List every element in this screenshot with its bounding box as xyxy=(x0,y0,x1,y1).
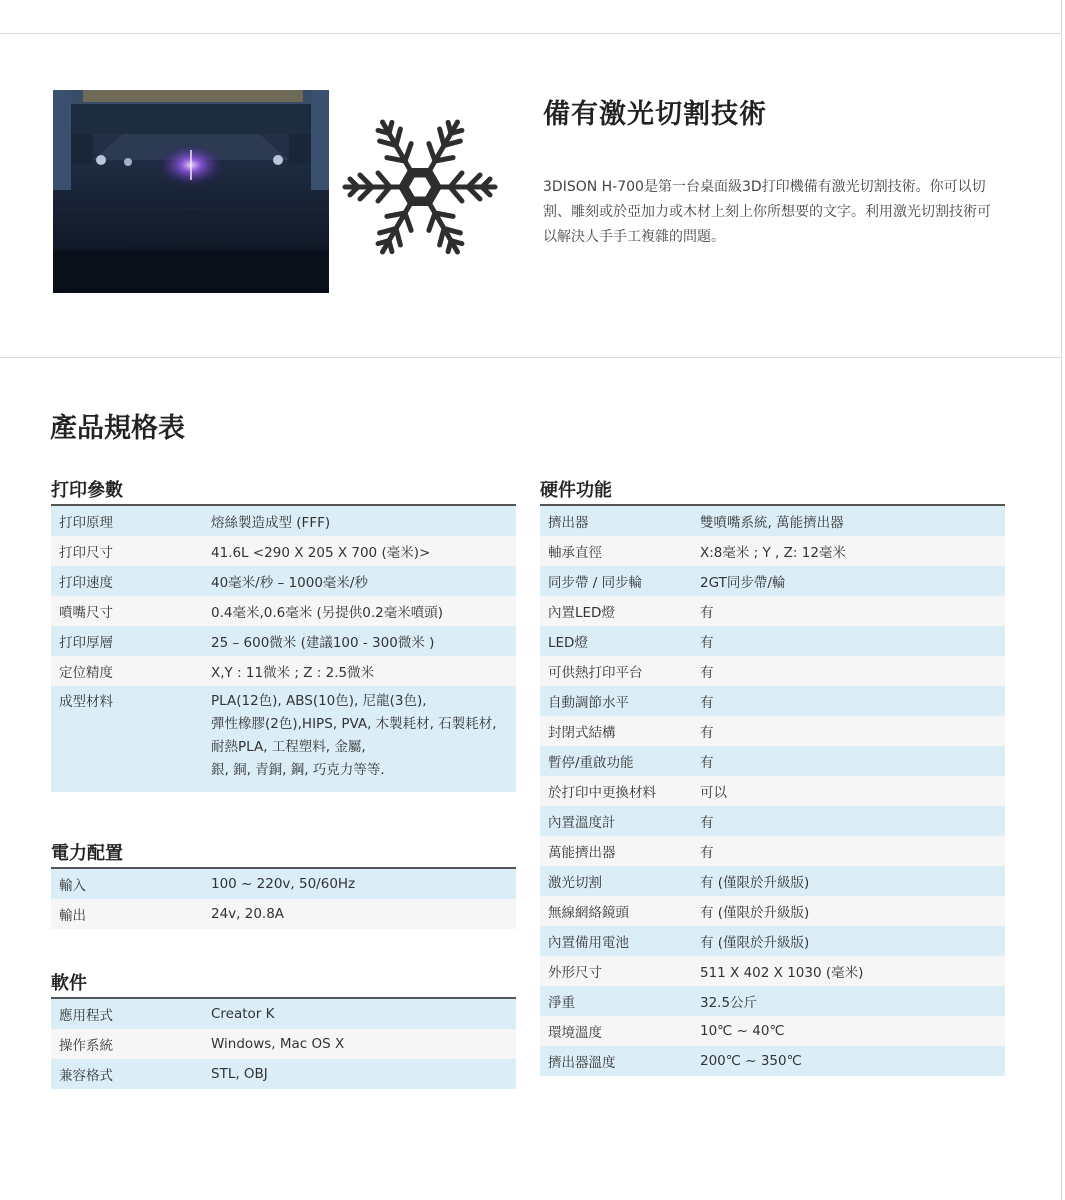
spec-key: 輸出 xyxy=(51,899,203,929)
spec-key: LED燈 xyxy=(540,626,692,656)
table-row xyxy=(540,505,1005,536)
table-row xyxy=(540,536,1005,566)
spec-value: X,Y : 11微米 ; Z : 2.5微米 xyxy=(203,656,516,686)
table-row xyxy=(540,896,1005,926)
spec-value: 10℃ ~ 40℃ xyxy=(692,1016,1005,1046)
spec-sheet-title: 產品規格表 xyxy=(50,413,185,444)
spec-value: STL, OBJ xyxy=(203,1059,516,1089)
spec-value: Windows, Mac OS X xyxy=(203,1029,516,1059)
table-row xyxy=(51,899,516,929)
spec-key: 外形尺寸 xyxy=(540,956,692,986)
spec-key: 內置溫度計 xyxy=(540,806,692,836)
table-row xyxy=(540,776,1005,806)
spec-value: 有 xyxy=(692,716,1005,746)
spec-key: 輸入 xyxy=(51,868,203,899)
table-row xyxy=(51,868,516,899)
spec-key: 內置備用電池 xyxy=(540,926,692,956)
spec-key: 環境溫度 xyxy=(540,1016,692,1046)
spec-key: 打印原理 xyxy=(51,505,203,536)
table-row xyxy=(540,986,1005,1016)
spec-value: 有 xyxy=(692,836,1005,866)
spec-value: 32.5公斤 xyxy=(692,986,1005,1016)
page-right-border xyxy=(1061,0,1062,1200)
spec-key: 成型材料 xyxy=(51,686,203,792)
spec-key: 淨重 xyxy=(540,986,692,1016)
table-row xyxy=(540,596,1005,626)
table-row xyxy=(540,926,1005,956)
table-row xyxy=(540,566,1005,596)
spec-value: 有 xyxy=(692,626,1005,656)
spec-value: 有 (僅限於升級版) xyxy=(692,926,1005,956)
spec-value: 熔絲製造成型 (FFF) xyxy=(203,505,516,536)
laser-section-description: 3DISON H-700是第一台桌面級3D打印機備有激光切割技術。你可以切割、雕刻或於亞加力或木材上刻上你所想要的文字。利用激光切割技術可以解決人手手工複雜的問題。 xyxy=(543,179,991,245)
table-row xyxy=(51,626,516,656)
spec-key: 激光切割 xyxy=(540,866,692,896)
materials-line: 銀, 銅, 青銅, 鋼, 巧克力等等. xyxy=(211,762,385,778)
spec-key: 軸承直徑 xyxy=(540,536,692,566)
spec-key: 於打印中更換材料 xyxy=(540,776,692,806)
table-row xyxy=(51,1029,516,1059)
spec-key: 暫停/重啟功能 xyxy=(540,746,692,776)
spec-key: 打印尺寸 xyxy=(51,536,203,566)
power-config-table xyxy=(51,867,516,929)
spec-value: 有 xyxy=(692,656,1005,686)
spec-key: 同步帶 / 同步輪 xyxy=(540,566,692,596)
print-params-title: 打印參數 xyxy=(51,480,123,501)
spec-value: 雙噴嘴系統, 萬能擠出器 xyxy=(692,505,1005,536)
spec-value: 2GT同步帶/輪 xyxy=(692,566,1005,596)
table-row xyxy=(51,536,516,566)
table-row xyxy=(540,716,1005,746)
divider-top xyxy=(0,33,1061,34)
table-row xyxy=(540,806,1005,836)
table-row xyxy=(540,1046,1005,1076)
spec-key: 打印厚層 xyxy=(51,626,203,656)
snowflake-cut-sample-icon xyxy=(340,118,500,256)
spec-key: 自動調節水平 xyxy=(540,686,692,716)
table-row xyxy=(540,746,1005,776)
spec-value: 25 – 600微米 (建議100 - 300微米 ) xyxy=(203,626,516,656)
spec-value: 24v, 20.8A xyxy=(203,899,516,929)
spec-value: 100 ~ 220v, 50/60Hz xyxy=(203,868,516,899)
software-title: 軟件 xyxy=(51,973,87,994)
table-row xyxy=(51,566,516,596)
spec-value: 511 X 402 X 1030 (毫米) xyxy=(692,956,1005,986)
materials-line: 彈性橡膠(2色),HIPS, PVA, 木製耗材, 石製耗材, xyxy=(211,716,497,732)
spec-key: 封閉式結構 xyxy=(540,716,692,746)
spec-value: 41.6L <290 X 205 X 700 (毫米)> xyxy=(203,536,516,566)
software-table xyxy=(51,997,516,1089)
materials-line: PLA(12色), ABS(10色), 尼龍(3色), xyxy=(211,693,427,709)
spec-value: 0.4毫米,0.6毫米 (另提供0.2毫米噴頭) xyxy=(203,596,516,626)
spec-value: 40毫米/秒 – 1000毫米/秒 xyxy=(203,566,516,596)
table-row xyxy=(540,626,1005,656)
materials-line: 耐熱PLA, 工程塑料, 金屬, xyxy=(211,739,366,755)
spec-value: 有 (僅限於升級版) xyxy=(692,866,1005,896)
table-row xyxy=(540,686,1005,716)
table-row xyxy=(540,866,1005,896)
hardware-features-table xyxy=(540,504,1005,1076)
spec-key: 可供熱打印平台 xyxy=(540,656,692,686)
table-row xyxy=(51,656,516,686)
spec-value-materials xyxy=(203,686,516,792)
spec-key: 內置LED燈 xyxy=(540,596,692,626)
spec-value: 有 xyxy=(692,806,1005,836)
laser-section-title: 備有激光切割技術 xyxy=(543,99,767,130)
spec-value: 可以 xyxy=(692,776,1005,806)
table-row xyxy=(540,956,1005,986)
spec-key: 定位精度 xyxy=(51,656,203,686)
spec-value: Creator K xyxy=(203,998,516,1029)
spec-key: 擠出器溫度 xyxy=(540,1046,692,1076)
spec-value: 有 xyxy=(692,596,1005,626)
table-row xyxy=(540,1016,1005,1046)
spec-value: 有 (僅限於升級版) xyxy=(692,896,1005,926)
spec-key: 應用程式 xyxy=(51,998,203,1029)
hardware-features-title: 硬件功能 xyxy=(540,480,612,501)
spec-value: 有 xyxy=(692,746,1005,776)
print-params-table xyxy=(51,504,516,792)
spec-value: 有 xyxy=(692,686,1005,716)
spec-key: 打印速度 xyxy=(51,566,203,596)
table-row-materials xyxy=(51,686,516,792)
table-row xyxy=(51,596,516,626)
power-config-title: 電力配置 xyxy=(51,843,123,864)
spec-key: 兼容格式 xyxy=(51,1059,203,1089)
spec-key: 萬能擠出器 xyxy=(540,836,692,866)
spec-key: 無線網絡鏡頭 xyxy=(540,896,692,926)
spec-value: 200℃ ~ 350℃ xyxy=(692,1046,1005,1076)
spec-value: X:8毫米 ; Y , Z: 12毫米 xyxy=(692,536,1005,566)
table-row xyxy=(51,998,516,1029)
table-row xyxy=(540,656,1005,686)
spec-key: 噴嘴尺寸 xyxy=(51,596,203,626)
spec-key: 操作系統 xyxy=(51,1029,203,1059)
table-row xyxy=(51,1059,516,1089)
table-row xyxy=(540,836,1005,866)
spec-key: 擠出器 xyxy=(540,505,692,536)
laser-cutting-photo xyxy=(53,90,329,293)
divider-middle xyxy=(0,357,1061,358)
table-row xyxy=(51,505,516,536)
